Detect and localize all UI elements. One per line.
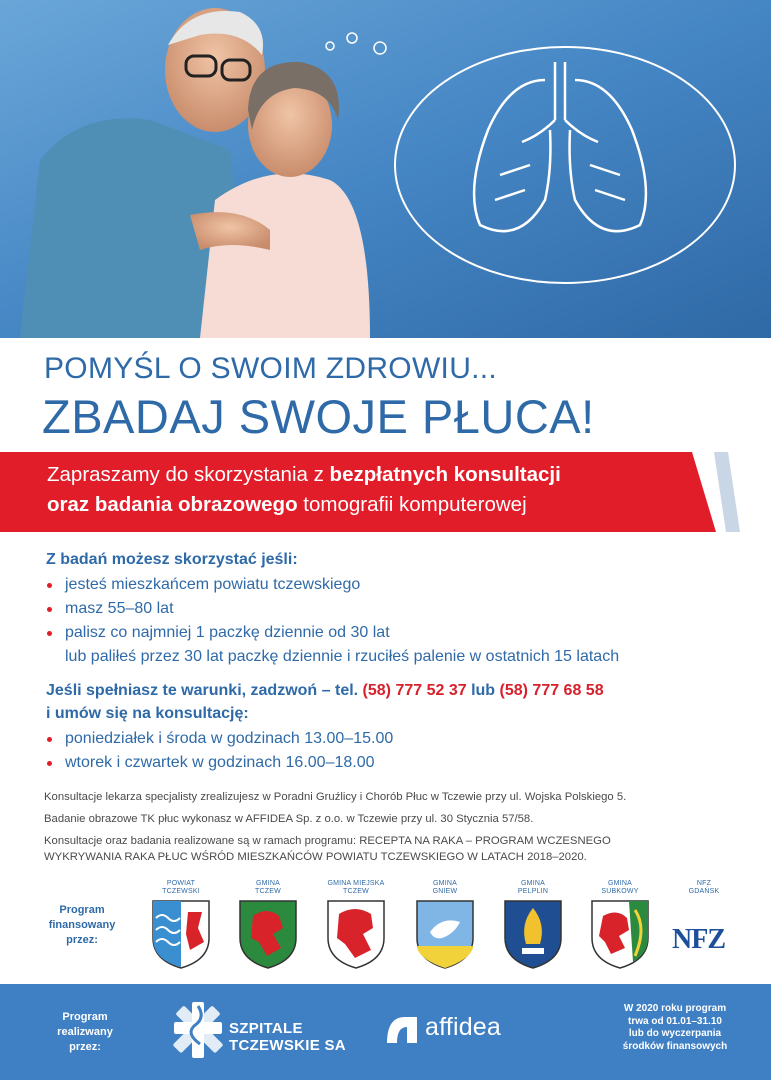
funder-gmina-miejska-tczew (316, 880, 396, 970)
funder-gmina-subkowy (580, 880, 660, 970)
gmina-pelplin-crest-icon (502, 898, 564, 970)
funder-caption: GMINA MIEJSKA (327, 880, 385, 887)
gmina-gniew-crest-icon (414, 898, 476, 970)
eligibility-list (46, 573, 619, 669)
banner-text-part2: tomografii komputerowej (297, 493, 527, 516)
contact-middle: lub (466, 682, 500, 699)
implementers-label-line: Program (62, 1011, 108, 1023)
note-line: trwa od 01.01–31.10 (628, 1015, 722, 1027)
szpitale-line2: TCZEWSKIE SA (229, 1037, 346, 1054)
note-program-line1: Konsultacje oraz badania realizowane są w ramach programu: RECEPTA NA RAKA – PROGRAM WCZESNEGO (44, 835, 611, 847)
banner-text-bold1: bezpłatnych konsultacji (329, 463, 561, 486)
funder-caption: TCZEWSKI (162, 888, 200, 895)
funder-caption: PELPLIN (517, 888, 549, 895)
funder-caption: GMINA (521, 880, 545, 887)
gmina-tczew-crest-icon (237, 898, 299, 970)
funder-caption: GNIEW (432, 888, 458, 895)
note-line: W 2020 roku program (623, 1003, 727, 1014)
woman-blouse (200, 173, 370, 338)
headline-line-1: POMYŚL O SWOIM ZDROWIU... (44, 352, 498, 385)
szpitale-line1: SZPITALE (229, 1020, 303, 1037)
gmina-miejska-tczew-crest-icon (325, 898, 387, 970)
funder-caption: NFZ (696, 880, 712, 887)
szpitale-tczewskie-name (229, 1020, 346, 1054)
hero-illustration (0, 0, 771, 338)
phone-number-1[interactable]: (58) 777 52 37 (362, 682, 467, 699)
funder-caption: SUBKOWY (601, 888, 639, 895)
funder-caption: GMINA (433, 880, 457, 887)
note-consultation-location: Konsultacje lekarza specjalisty zrealizujesz w Poradni Gruźlicy i Chorób Płuc w Tczewie przy ul. Wojska Polskiego 5. (44, 791, 627, 803)
headline-line-2: ZBADAJ SWOJE PŁUCA! (42, 390, 595, 443)
funder-caption: TCZEW (255, 888, 281, 895)
phone-number-2[interactable]: (58) 777 68 58 (499, 682, 604, 699)
list-item: masz 55–80 lat (46, 597, 619, 621)
funder-caption: GMINA (256, 880, 280, 887)
funder-caption: TCZEW (343, 888, 369, 895)
hours-list (46, 727, 393, 775)
funders-label-line: finansowany (48, 919, 116, 931)
gmina-subkowy-crest-icon (589, 898, 651, 970)
eligibility-heading: Z badań możesz skorzystać jeśli: (46, 551, 298, 568)
affidea-logo-icon (383, 1013, 421, 1047)
funder-caption: GDAŃSK (688, 888, 720, 895)
list-item-continuation: lub paliłeś przez 30 lat paczkę dziennie i rzuciłeś palenie w ostatnich 15 latach (65, 648, 620, 665)
contact-line-2: i umów się na konsultację: (46, 705, 249, 722)
szpitale-tczewskie-logo-icon (172, 1000, 224, 1060)
funder-caption: POWIAT (166, 880, 196, 887)
funder-nfz-gdansk (664, 880, 744, 898)
banner-text-part1: Zapraszamy do skorzystania z (47, 463, 330, 486)
note-program-line2: WYKRYWANIA RAKA PŁUC WŚRÓD MIESZKAŃCÓW POWIATU TCZEWSKIEGO W LATACH 2018–2020. (44, 851, 587, 863)
implementers-label-line: realizwany (57, 1026, 113, 1038)
note-line: lub do wyczerpania (628, 1028, 722, 1039)
funder-gmina-tczew (228, 880, 308, 970)
list-item: jesteś mieszkańcem powiatu tczewskiego (46, 573, 619, 597)
implementers-label-line: przez: (69, 1041, 101, 1053)
hero-photo (0, 0, 771, 338)
funder-caption: GMINA (608, 880, 632, 887)
note-line: środków finansowych (622, 1040, 728, 1052)
funder-powiat-tczewski (141, 880, 221, 970)
list-item: poniedziałek i środa w godzinach 13.00–15.00 (46, 727, 393, 751)
funder-gmina-gniew (405, 880, 485, 970)
contact-line (46, 682, 604, 700)
powiat-tczewski-crest-icon (150, 898, 212, 970)
affidea-name: affidea (425, 1013, 502, 1041)
invitation-text (47, 460, 687, 520)
funder-gmina-pelplin (493, 880, 573, 970)
banner-text-bold2: oraz badania obrazowego (47, 493, 298, 516)
funders-label (48, 903, 116, 948)
funders-label-line: przez: (66, 934, 98, 946)
program-duration-note (595, 1003, 755, 1053)
contact-prefix: Jeśli spełniasz te warunki, zadzwoń – tel. (46, 682, 363, 699)
list-item: wtorek i czwartek w godzinach 16.00–18.00 (46, 751, 393, 775)
note-ct-location: Badanie obrazowe TK płuc wykonasz w AFFIDEA Sp. z o.o. w Tczewie przy ul. 30 Stycznia 57/58. (44, 813, 534, 825)
nfz-logo: NFZ (672, 924, 725, 955)
funders-label-line: Program (59, 904, 105, 916)
list-item: palisz co najmniej 1 paczkę dziennie od 30 lat (46, 621, 619, 645)
implementers-label (52, 1010, 118, 1055)
